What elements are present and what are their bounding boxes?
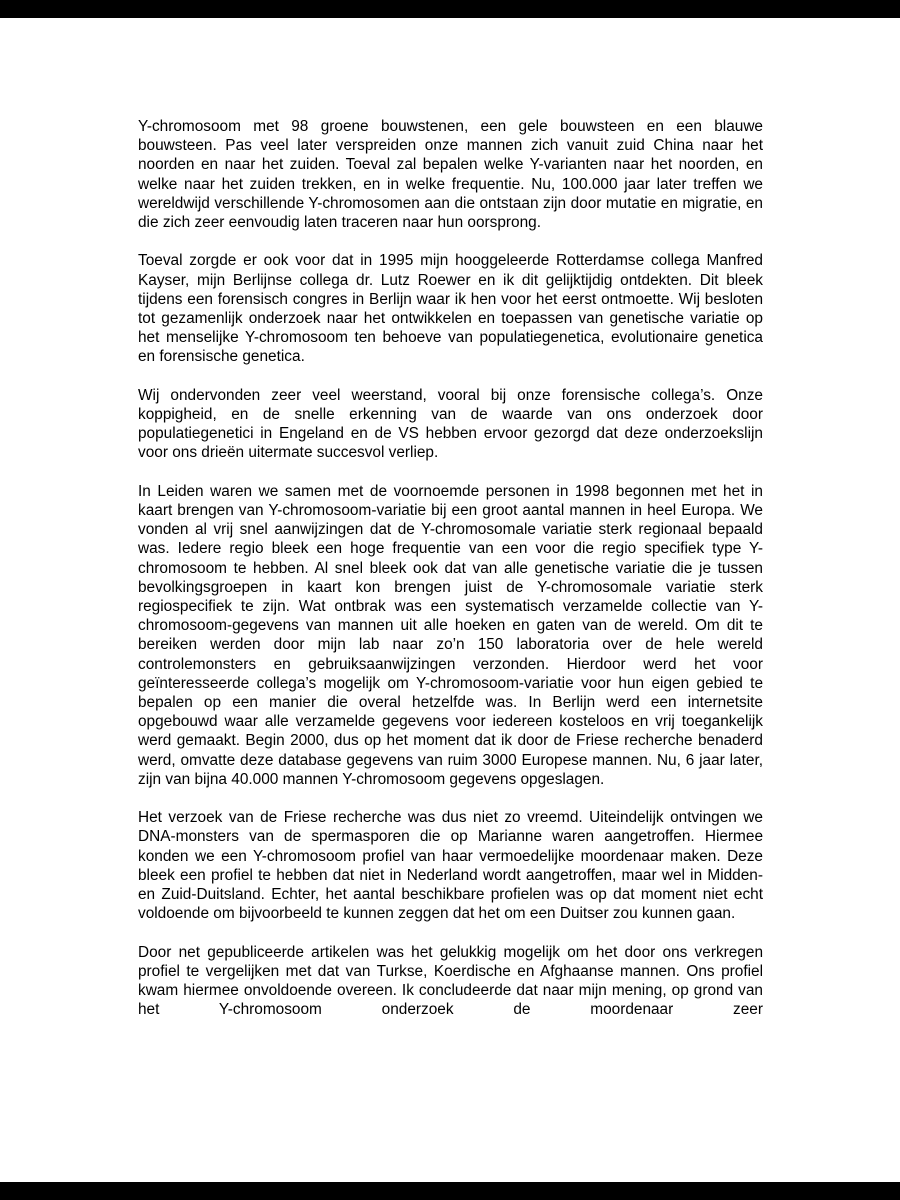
- paragraph: Het verzoek van de Friese recherche was dus niet zo vreemd. Uiteindelijk ontvingen we DNA-monsters van de spermasporen die op Marianne waren aangetroffen. Hiermee konden we een Y-chromosoom profiel van haar vermoedelijke moordenaar maken. Deze bleek een profiel te hebben dat niet in Nederland wordt aangetroffen, maar wel in Midden- en Zuid-Duitsland. Echter, het aantal beschikbare profielen was op dat moment niet echt voldoende om bijvoorbeeld te kunnen zeggen dat het om een Duitser zou kunnen gaan.: [138, 809, 763, 923]
- paragraph: Door net gepubliceerde artikelen was het gelukkig mogelijk om het door ons verkregen profiel te vergelijken met dat van Turkse, Koerdische en Afghaanse mannen. Ons profiel kwam hiermee onvoldoende overeen. Ik concludeerde dat naar mijn mening, op grond van het Y-chromosoom onderzoek de moordenaar zeer: [138, 943, 763, 1019]
- document-page: [0, 18, 900, 1182]
- paragraph: Y-chromosoom met 98 groene bouwstenen, een gele bouwsteen en een blauwe bouwsteen. Pas veel later verspreiden onze mannen zich vanuit zuid China naar het noorden en naar het zuiden. Toeval zal bepalen welke Y-varianten naar het noorden, en welke naar het zuiden trekken, en in welke frequentie. Nu, 100.000 jaar later treffen we wereldwijd verschillende Y-chromosomen aan die ontstaan zijn door mutatie en migratie, en die zich zeer eenvoudig laten traceren naar hun oorsprong.: [138, 118, 763, 232]
- document-body: [138, 117, 763, 1039]
- paragraph: Wij ondervonden zeer veel weerstand, vooral bij onze forensische collega’s. Onze koppigheid, en de snelle erkenning van de waarde van ons onderzoek door populatiegenetici in Engeland en de VS hebben ervoor gezorgd dat deze onderzoekslijn voor ons drieën uitermate succesvol verliep.: [138, 386, 763, 462]
- paragraph: In Leiden waren we samen met de voornoemde personen in 1998 begonnen met het in kaart brengen van Y-chromosoom-variatie bij een groot aantal mannen in heel Europa. We vonden al vrij snel aanwijzingen dat de Y-chromosomale variatie sterk regionaal bepaald was. Iedere regio bleek een hoge frequentie van een voor die regio specifiek type Y-chromosoom te hebben. Al snel bleek ook dat van alle genetische variatie die je tussen bevolkingsgroepen in kaart kon brengen juist de Y-chromosomale variatie sterk regiospecifiek te zijn. Wat ontbrak was een systematisch verzamelde collectie van Y-chromosoom-gegevens van mannen uit alle hoeken en gaten van de wereld. Om dit te bereiken werden door mijn lab naar zo’n 150 laboratoria over de hele wereld controlemonsters en gebruiksaanwijzingen verzonden. Hierdoor werd het voor geïnteresseerde collega’s mogelijk om Y-chromosoom-variatie voor hun eigen gebied te bepalen op een manier die overal hetzelfde was. In Berlijn werd een internetsite opgebouwd waar alle verzamelde gegevens voor iedereen kosteloos en vrij toegankelijk werd gemaakt. Begin 2000, dus op het moment dat ik door de Friese recherche benaderd werd, omvatte deze database gegevens van ruim 3000 Europese mannen. Nu, 6 jaar later, zijn van bijna 40.000 mannen Y-chromosoom gegevens opgeslagen.: [138, 482, 763, 788]
- paragraph: Toeval zorgde er ook voor dat in 1995 mijn hooggeleerde Rotterdamse collega Manfred Kayser, mijn Berlijnse collega dr. Lutz Roewer en ik dit gelijktijdig ontdekten. Dit bleek tijdens een forensisch congres in Berlijn waar ik hen voor het eerst ontmoette. Wij besloten tot gezamenlijk onderzoek naar het ontwikkelen en toepassen van genetische variatie op het menselijke Y-chromosoom ten behoeve van populatiegenetica, evolutionaire genetica en forensische genetica.: [138, 252, 763, 366]
